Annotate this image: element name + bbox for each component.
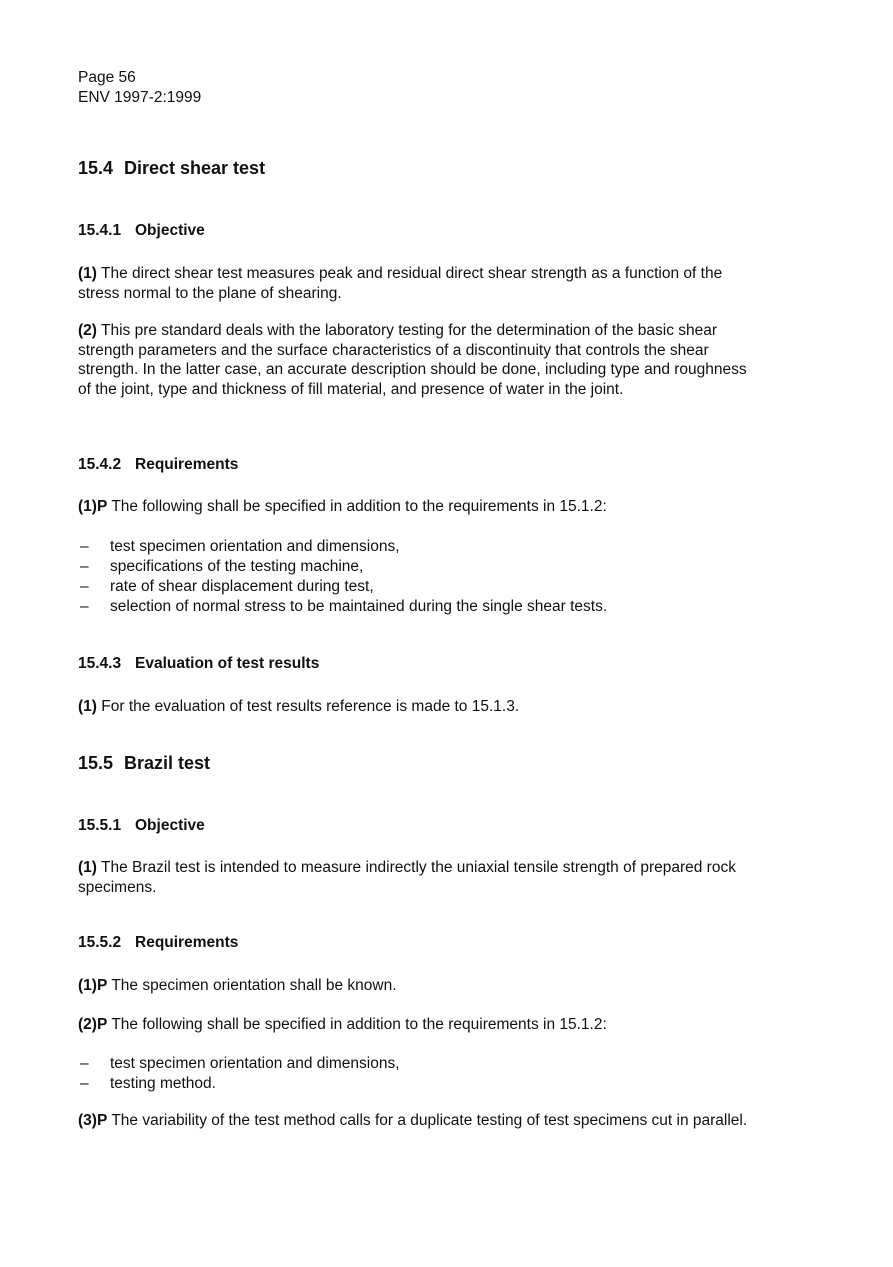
clause-text: The direct shear test measures peak and residual direct shear strength as a function of the stress normal to the plane of shearing.	[78, 265, 723, 302]
clause-text: The specimen orientation shall be known.	[111, 977, 397, 994]
subsection-title: Objective	[135, 817, 205, 834]
subsection-number: 15.4.3	[78, 655, 122, 672]
clause-label: (1)P	[78, 977, 108, 994]
clause-label: (2)	[78, 322, 97, 339]
clause-label: (1)	[78, 698, 97, 715]
subsection-heading-15-5-1	[78, 816, 205, 836]
clause-text: The variability of the test method calls for a duplicate testing of test specimens cut in parallel.	[111, 1112, 748, 1129]
requirements-list-15-4-2	[78, 537, 748, 617]
clause-label: (3)P	[78, 1112, 108, 1129]
subsection-title: Requirements	[135, 934, 239, 951]
page-header	[78, 68, 201, 107]
section-heading-15-5	[78, 754, 210, 774]
requirements-list-15-5-2	[78, 1054, 748, 1094]
subsection-heading-15-4-2	[78, 455, 238, 475]
list-item: – test specimen orientation and dimensions,	[80, 538, 400, 555]
subsection-number: 15.5.1	[78, 817, 122, 834]
section-title: Brazil test	[124, 753, 211, 773]
subsection-title: Objective	[135, 222, 205, 239]
page-number: Page 56	[78, 69, 136, 86]
list-item: – test specimen orientation and dimensions,	[80, 1055, 400, 1072]
clause-label: (1)	[78, 859, 97, 876]
clause-text: The Brazil test is intended to measure indirectly the uniaxial tensile strength of prepared rock specimens.	[78, 859, 736, 896]
subsection-number: 15.4.1	[78, 222, 122, 239]
list-item: – rate of shear displacement during test,	[80, 578, 374, 595]
subsection-title: Requirements	[135, 456, 239, 473]
subsection-heading-15-5-2	[78, 933, 238, 953]
paragraph-15-5-2-2P	[78, 1015, 748, 1035]
paragraph-15-4-1-1	[78, 264, 748, 303]
paragraph-15-4-2-1P	[78, 497, 748, 517]
list-item: – specifications of the testing machine,	[80, 558, 364, 575]
clause-text: The following shall be specified in addition to the requirements in 15.1.2:	[111, 498, 607, 515]
subsection-heading-15-4-3	[78, 654, 319, 674]
section-title: Direct shear test	[124, 158, 266, 178]
list-item: – testing method.	[80, 1075, 216, 1092]
paragraph-15-5-2-3P	[78, 1111, 748, 1131]
clause-label: (1)P	[78, 498, 108, 515]
section-heading-15-4	[78, 159, 265, 179]
subsection-heading-15-4-1	[78, 221, 205, 241]
paragraph-15-5-2-1P	[78, 976, 748, 996]
clause-text: This pre standard deals with the laboratory testing for the determination of the basic shear strength parameters and the surface characteristics of a discontinuity that controls the shear strength. In the latter case, an accurate description should be done, including type and roughness of the joint, type and thickness of fill material, and presence of water in the joint.	[78, 322, 747, 398]
clause-label: (1)	[78, 265, 97, 282]
paragraph-15-4-3-1	[78, 697, 748, 717]
subsection-number: 15.5.2	[78, 934, 122, 951]
section-number: 15.5	[78, 753, 114, 773]
subsection-number: 15.4.2	[78, 456, 122, 473]
clause-text: For the evaluation of test results reference is made to 15.1.3.	[101, 698, 520, 715]
clause-label: (2)P	[78, 1016, 108, 1033]
clause-text: The following shall be specified in addition to the requirements in 15.1.2:	[111, 1016, 607, 1033]
subsection-title: Evaluation of test results	[135, 655, 320, 672]
list-item: – selection of normal stress to be maintained during the single shear tests.	[80, 598, 608, 615]
paragraph-15-4-1-2	[78, 321, 748, 399]
section-number: 15.4	[78, 158, 114, 178]
document-id: ENV 1997-2:1999	[78, 88, 202, 106]
paragraph-15-5-1-1	[78, 858, 748, 897]
